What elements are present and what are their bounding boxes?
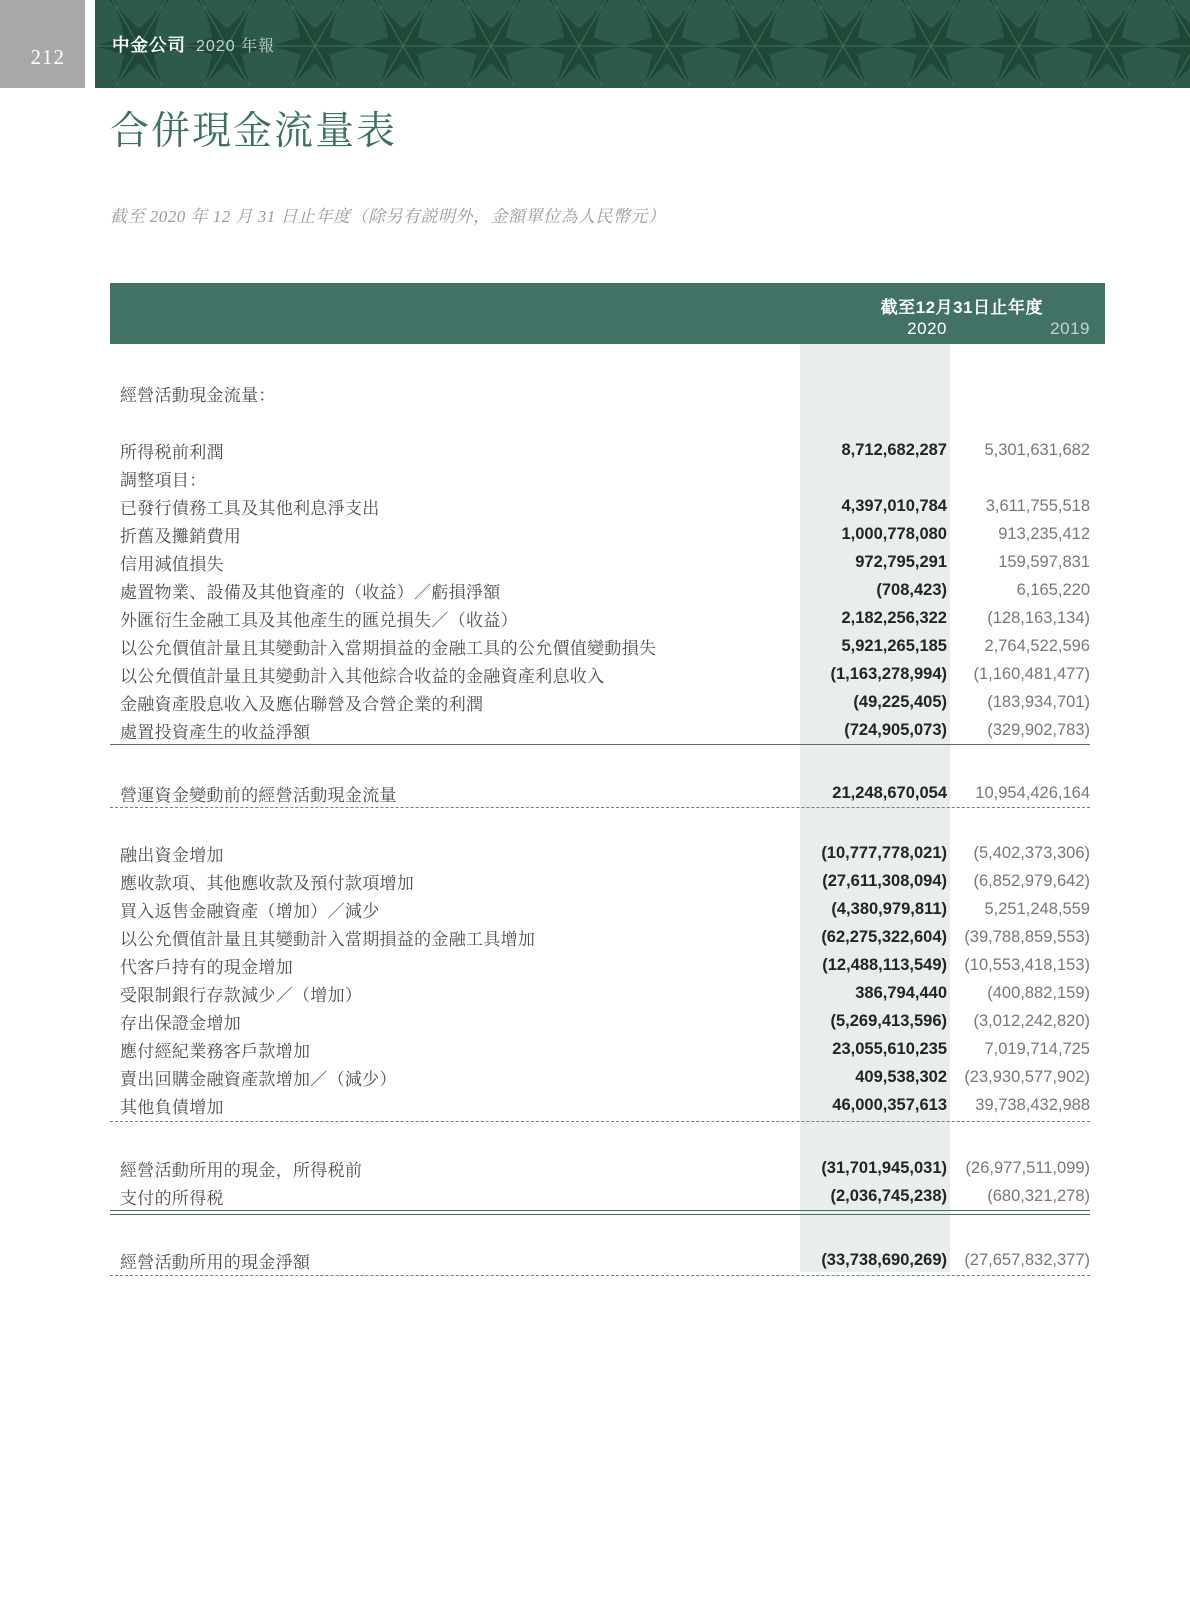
value-2020: (4,380,979,811) [831, 899, 947, 918]
table-row [110, 576, 1090, 604]
banner-text [112, 0, 275, 88]
value-2019: (26,977,511,099) [965, 1158, 1090, 1177]
page-subtitle: 截至 2020 年 12 月 31 日止年度（除另有説明外，金額單位為人民幣元） [110, 207, 666, 226]
report-year-label: 2020 年報 [196, 37, 276, 55]
value-2019: 5,301,631,682 [984, 440, 1090, 459]
separator-double [110, 1210, 1090, 1215]
value-2020: 8,712,682,287 [841, 440, 947, 459]
value-2020: 1,000,778,080 [841, 524, 947, 543]
row-label: 外匯衍生金融工具及其他產生的匯兑損失／（收益） [120, 610, 518, 630]
value-2020: (33,738,690,269) [821, 1250, 947, 1269]
row-label: 應收款項、其他應收款及預付款項增加 [120, 873, 415, 893]
value-2020: (62,275,322,604) [821, 927, 947, 946]
row-label: 處置物業、設備及其他資產的（收益）／虧損淨額 [120, 582, 501, 602]
value-2019: 39,738,432,988 [975, 1095, 1090, 1114]
value-2020: (1,163,278,994) [830, 664, 947, 683]
value-2020: 46,000,357,613 [832, 1095, 947, 1114]
value-2019: (183,934,701) [987, 692, 1090, 711]
value-2020: (10,777,778,021) [821, 843, 947, 862]
value-2019: 7,019,714,725 [984, 1039, 1090, 1058]
row-label: 調整項目： [120, 470, 207, 490]
table-row [110, 548, 1090, 576]
table-row [110, 923, 1090, 951]
table-row [110, 1063, 1090, 1091]
row-label: 折舊及攤銷費用 [120, 526, 242, 546]
value-2019: (5,402,373,306) [973, 843, 1090, 862]
value-2019: 5,251,248,559 [984, 899, 1090, 918]
table-row [110, 464, 1090, 492]
value-2019: 159,597,831 [998, 552, 1090, 571]
value-2020: (12,488,113,549) [822, 955, 947, 974]
value-2019: (27,657,832,377) [964, 1250, 1090, 1269]
value-2020: 23,055,610,235 [832, 1039, 947, 1058]
table-row [110, 520, 1090, 548]
value-2019: (1,160,481,477) [973, 664, 1090, 683]
brand-name: 中金公司 [112, 34, 186, 55]
value-2019: 913,235,412 [998, 524, 1090, 543]
table-row [110, 779, 1090, 807]
row-label: 受限制銀行存款減少／（增加） [120, 985, 363, 1005]
value-2020: (2,036,745,238) [830, 1186, 947, 1205]
value-2020: 409,538,302 [855, 1067, 947, 1086]
separator-solid [110, 744, 1090, 745]
row-label: 買入返售金融資產（增加）／減少 [120, 901, 380, 921]
row-label: 金融資產股息收入及應佔聯營及合營企業的利潤 [120, 694, 484, 714]
table-header-bar [110, 283, 1105, 344]
row-label: 代客戶持有的現金增加 [120, 957, 293, 977]
table-row [110, 951, 1090, 979]
row-label: 已發行債務工具及其他利息淨支出 [120, 498, 380, 518]
page-number-box [0, 0, 85, 88]
table-row [110, 436, 1090, 464]
table-body [110, 379, 1105, 1276]
table-row [110, 716, 1090, 744]
page-title: 合併現金流量表 [110, 110, 398, 153]
value-2019: (329,902,783) [987, 720, 1090, 739]
table-row [110, 632, 1090, 660]
table-row [110, 1246, 1090, 1274]
column-header-2019: 2019 [1050, 319, 1090, 338]
table-row [110, 979, 1090, 1007]
page-number: 212 [30, 45, 65, 69]
header-banner [95, 0, 1190, 88]
value-2019: (400,882,159) [987, 983, 1090, 1002]
row-label: 以公允價值計量且其變動計入其他綜合收益的金融資產利息收入 [120, 666, 605, 686]
table-row [110, 1035, 1090, 1063]
row-label: 以公允價值計量且其變動計入當期損益的金融工具增加 [120, 929, 536, 949]
row-label: 經營活動現金流量： [120, 385, 276, 405]
row-label: 營運資金變動前的經營活動現金流量 [120, 785, 397, 805]
row-label: 應付經紀業務客戶款增加 [120, 1041, 311, 1061]
value-2019: 6,165,220 [1016, 580, 1090, 599]
row-label: 以公允價值計量且其變動計入當期損益的金融工具的公允價值變動損失 [120, 638, 657, 658]
table-row [110, 660, 1090, 688]
row-label: 所得税前利潤 [120, 442, 224, 462]
table-row [110, 492, 1090, 520]
value-2019: (23,930,577,902) [964, 1067, 1090, 1086]
value-2020: (724,905,073) [844, 720, 947, 739]
value-2019: (3,012,242,820) [973, 1011, 1090, 1030]
value-2019: (10,553,418,153) [964, 955, 1090, 974]
value-2020: 5,921,265,185 [841, 636, 947, 655]
row-label: 處置投資產生的收益淨額 [120, 722, 311, 742]
value-2020: 972,795,291 [855, 552, 947, 571]
value-2019: 2,764,522,596 [984, 636, 1090, 655]
period-header: 截至12月31日止年度 [880, 298, 1043, 317]
value-2020: (708,423) [876, 580, 947, 599]
value-2020: 4,397,010,784 [841, 496, 947, 515]
value-2019: (680,321,278) [987, 1186, 1090, 1205]
value-2020: (31,701,945,031) [821, 1158, 947, 1177]
value-2020: (27,611,308,094) [822, 871, 947, 890]
separator-dashed [110, 807, 1090, 808]
row-label: 賣出回購金融資產款增加／（減少） [120, 1069, 397, 1089]
value-2020: (5,269,413,596) [830, 1011, 947, 1030]
value-2020: 386,794,440 [855, 983, 947, 1002]
column-header-2020: 2020 [907, 319, 947, 338]
row-label: 存出保證金增加 [120, 1013, 242, 1033]
table-row [110, 379, 1090, 407]
row-label: 經營活動所用的現金，所得税前 [120, 1160, 363, 1180]
row-label: 支付的所得税 [120, 1188, 224, 1208]
table-row [110, 867, 1090, 895]
table-row [110, 1091, 1090, 1119]
separator-dashed [110, 1275, 1090, 1276]
row-label: 融出資金增加 [120, 845, 224, 865]
table-row [110, 839, 1090, 867]
table-row [110, 604, 1090, 632]
value-2019: 3,611,755,518 [985, 496, 1090, 515]
value-2020: (49,225,405) [853, 692, 947, 711]
row-label: 經營活動所用的現金淨額 [120, 1252, 311, 1272]
table-row [110, 1154, 1090, 1182]
row-label: 其他負債增加 [120, 1097, 224, 1117]
value-2019: (39,788,859,553) [964, 927, 1090, 946]
value-2020: 2,182,256,322 [841, 608, 947, 627]
value-2019: (128,163,134) [987, 608, 1090, 627]
table-row [110, 1182, 1090, 1210]
value-2019: (6,852,979,642) [973, 871, 1090, 890]
separator-dashed [110, 1121, 1090, 1122]
table-row [110, 688, 1090, 716]
table-row [110, 1007, 1090, 1035]
cash-flow-table [110, 283, 1105, 1276]
value-2020: 21,248,670,054 [832, 783, 947, 802]
row-label: 信用減值損失 [120, 554, 224, 574]
value-2019: 10,954,426,164 [975, 783, 1090, 802]
table-row [110, 895, 1090, 923]
